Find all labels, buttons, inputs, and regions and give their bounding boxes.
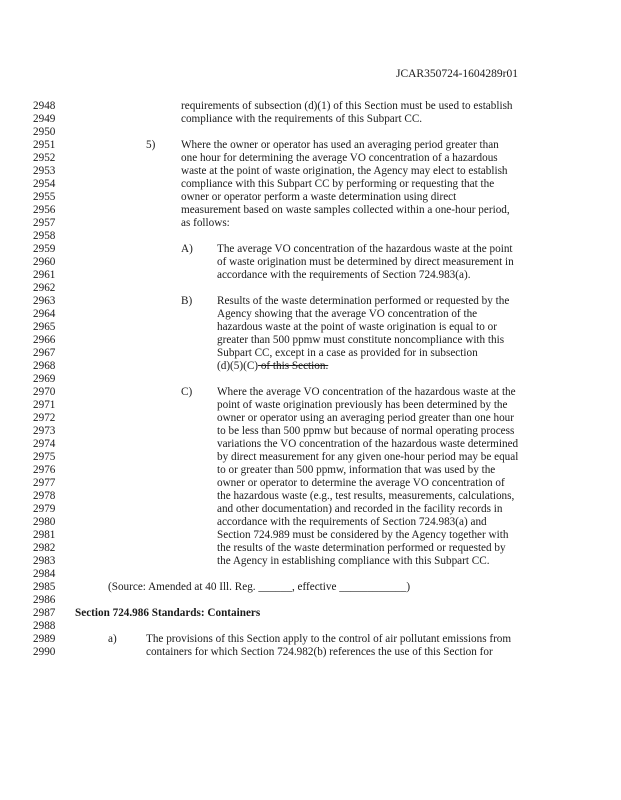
line-number: 2973: [33, 425, 56, 437]
item-marker: B): [181, 295, 193, 307]
line-number: 2954: [33, 178, 56, 190]
text-line: measurement based on waste samples collected within a one-hour period,: [181, 204, 510, 216]
text-line: Subpart CC, except in a case as provided for in subsection: [217, 347, 478, 359]
line-number: 2955: [33, 191, 56, 203]
item-marker: A): [181, 243, 193, 255]
line-number: 2978: [33, 490, 56, 502]
text-line: containers for which Section 724.982(b) references the use of this Section for: [146, 646, 493, 658]
line-number: 2965: [33, 321, 56, 333]
line-number: 2981: [33, 529, 56, 541]
line-number: 2972: [33, 412, 56, 424]
line-number: 2982: [33, 542, 56, 554]
item-marker: C): [181, 386, 193, 398]
line-number: 2948: [33, 100, 56, 112]
item-marker: a): [108, 633, 117, 645]
line-number: 2957: [33, 217, 56, 229]
line-number: 2980: [33, 516, 56, 528]
text-line: compliance with this Subpart CC by performing or requesting that the: [181, 178, 495, 190]
text-line: Where the average VO concentration of the hazardous waste at the: [217, 386, 516, 398]
line-number: 2970: [33, 386, 56, 398]
text-line: [217, 360, 328, 373]
text-line: the Agency in establishing compliance with this Subpart CC.: [217, 555, 490, 567]
line-number: 2984: [33, 568, 56, 580]
text-line: Section 724.989 must be considered by the Agency together with: [217, 529, 509, 541]
line-number: 2974: [33, 438, 56, 450]
line-number: 2950: [33, 126, 56, 138]
line-number: 2979: [33, 503, 56, 515]
text-line: the hazardous waste (e.g., test results, measurements, calculations,: [217, 490, 515, 502]
line-number: 2963: [33, 295, 56, 307]
text-line: variations the VO concentration of the hazardous waste determined: [217, 438, 519, 450]
text-line: Where the owner or operator has used an averaging period greater than: [181, 139, 499, 151]
text-line: waste at the point of waste origination, the Agency may elect to establish: [181, 165, 508, 177]
text-line: to be less than 500 ppmw but because of normal operating process: [217, 425, 515, 437]
text-line: accordance with the requirements of Section 724.983(a).: [217, 269, 471, 281]
text-line: hazardous waste at the point of waste origination is equal to or: [217, 321, 497, 333]
line-number: 2958: [33, 230, 56, 242]
line-number: 2967: [33, 347, 56, 359]
line-number: 2971: [33, 399, 56, 411]
text-line: owner or operator perform a waste determination using direct: [181, 191, 457, 203]
line-number: 2962: [33, 282, 56, 294]
line-number: 2985: [33, 581, 56, 593]
text-line: owner or operator to determine the average VO concentration of: [217, 477, 505, 489]
line-number: 2976: [33, 464, 56, 476]
line-number: 2969: [33, 373, 56, 385]
text-line: one hour for determining the average VO concentration of a hazardous: [181, 152, 498, 164]
line-number: 2956: [33, 204, 56, 216]
line-number: 2990: [33, 646, 56, 658]
text-line: by direct measurement for any given one-hour period may be equal: [217, 451, 519, 463]
text-line: greater than 500 ppmw must constitute noncompliance with this: [217, 334, 505, 346]
line-number: 2989: [33, 633, 56, 645]
line-number: 2953: [33, 165, 56, 177]
text-line: requirements of subsection (d)(1) of this Section must be used to establish: [181, 100, 513, 112]
line-number: 2949: [33, 113, 56, 125]
text-line: owner or operator using an averaging period greater than one hour: [217, 412, 514, 424]
line-number: 2968: [33, 360, 56, 372]
line-number: 2983: [33, 555, 56, 567]
source-note: (Source: Amended at 40 Ill. Reg. ______, effective ____________): [108, 581, 411, 593]
struck-text: of this Section.: [258, 360, 329, 372]
line-number: 2952: [33, 152, 56, 164]
text-line: Agency showing that the average VO concentration of the: [217, 308, 478, 320]
line-number: 2987: [33, 607, 56, 619]
text-line: as follows:: [181, 217, 230, 229]
text-line: of waste origination must be determined by direct measurement in: [217, 256, 514, 268]
text-line: accordance with the requirements of Section 724.983(a) and: [217, 516, 487, 528]
text-line: The average VO concentration of the hazardous waste at the point: [217, 243, 513, 255]
line-number: 2988: [33, 620, 56, 632]
text-line: The provisions of this Section apply to the control of air pollutant emissions from: [146, 633, 512, 645]
line-number: 2960: [33, 256, 56, 268]
line-number: 2959: [33, 243, 56, 255]
line-number: 2986: [33, 594, 56, 606]
line-number: 2961: [33, 269, 56, 281]
line-number: 2966: [33, 334, 56, 346]
line-number: 2975: [33, 451, 56, 463]
item-marker: 5): [146, 139, 156, 151]
document-id: JCAR350724-1604289r01: [395, 68, 518, 80]
text-line: to or greater than 500 ppmw, information that was used by the: [217, 464, 496, 476]
section-heading: Section 724.986 Standards: Containers: [75, 607, 261, 619]
text-line: point of waste origination previously has been determined by the: [217, 399, 508, 411]
reference-text: (d)(5)(C): [217, 360, 259, 372]
line-number: 2951: [33, 139, 56, 151]
text-line: compliance with the requirements of this Subpart CC.: [181, 113, 423, 125]
text-line: the results of the waste determination performed or requested by: [217, 542, 506, 554]
line-number: 2964: [33, 308, 56, 320]
text-line: and other documentation) and recorded in the facility records in: [217, 503, 503, 515]
text-line: Results of the waste determination performed or requested by the: [217, 295, 510, 307]
line-number: 2977: [33, 477, 56, 489]
